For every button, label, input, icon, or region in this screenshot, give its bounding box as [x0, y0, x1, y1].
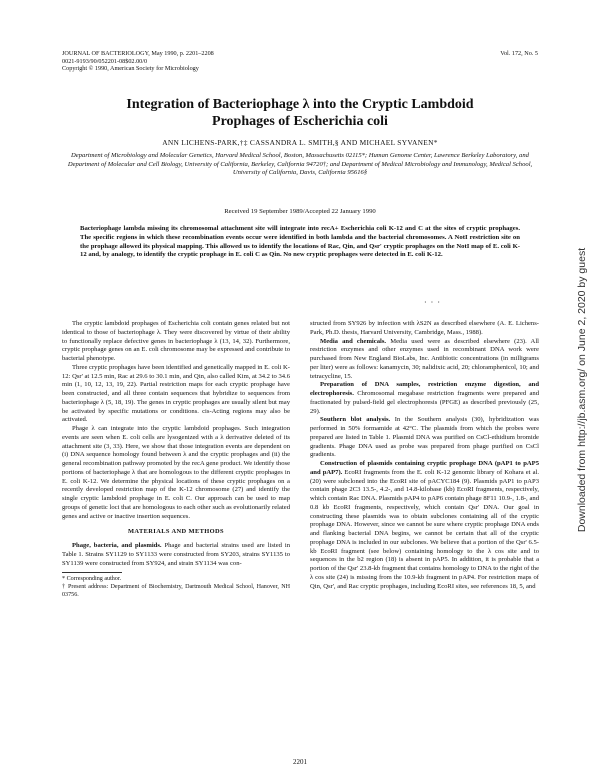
continued-paragraph: structed from SY926 by infection with λS2N as described elsewhere (A. E. Lichens-Park, Ph.D. thesis, Harvard University, Cambridge, Mass., 1988).	[310, 320, 539, 336]
title-line-2: Prophages of Escherichia coli	[212, 114, 388, 129]
section-heading-methods: MATERIALS AND METHODS	[128, 528, 224, 536]
methods-paragraph-plasmids: Construction of plasmids containing cryptic prophage DNA (pAP1 to pAP5 and pAP7). EcoRI fragments from the E. coli K-12 genomic library of Kohara et al. (20) were subcloned into the EcoRI site of pACYC184 (9). Plasmids pAP1 to pAP3 contain phage 2C3 13.5-, 4.2-, and 14.8-kilobase (kb) EcoRI fragments, respectively, which contain Rac DNA. Plasmids pAP4 to pAP6 contain phage 8F11 10.9-, 1.8-, and 0.8 kb EcoRI fragments, respectively, which contain Qsr' DNA. Our goal in constructing these plasmids was to obtain subclones containing all of the cryptic prophage DNA. However, since we cannot be sure where cryptic prophage DNA ends and flanking bacterial DNA begins, we cannot be certain that all of the cryptic prophage DNA is included in our subclones. We believe that a portion of the Qsr' 6.5-kb EcoRI fragment (see below) containing homology to the λ cos site and to sequences in the b2 region (18) is absent in pAP5. In addition, it is probable that a portion of the Qsr' 23.8-kb fragment that contains homology to DNA to the right of the λ cos site (24) is missing from the 10.9-kb fragment in pAP4. For restriction maps of Qin, Qsr', and Rac cryptic prophages, including EcoRI sites, see references 18, 5, and	[310, 460, 540, 590]
run-in-heading: Construction of plasmids containing cryptic prophage DNA (pAP1 to pAP5 and pAP7).	[310, 460, 539, 476]
article-title	[60, 96, 540, 130]
authors: ANN LICHENS-PARK,†‡ CASSANDRA L. SMITH,§ AND MICHAEL SYVANEN*	[162, 138, 438, 147]
footnote-corresponding: * Corresponding author.	[62, 576, 122, 583]
section-divider-dots: · · ·	[424, 298, 441, 307]
right-column	[310, 320, 539, 591]
methods-paragraph-dna: Preparation of DNA samples, restriction enzyme digestion, and electrophoresis. Chromosomal megabase restriction fragments were prepared and fractionated by pulsed-field gel electrophoresis (PFGE) as described previously (25, 29).	[310, 381, 539, 415]
run-in-heading: Southern blot analysis.	[320, 416, 391, 424]
methods-paragraph-media: Media and chemicals. Media used were as described elsewhere (23). All restriction enzymes and other enzymes used in recombinant DNA work were purchased from New England BioLabs, Inc. Antibiotic concentrations (in milligrams per liter) were as follows: kanamycin, 30; nalidixic acid, 20; chloramphenicol, 10; and tetracycline, 15.	[310, 337, 539, 380]
journal-header	[62, 50, 214, 73]
methods-paragraph-phage: Phage, bacteria, and plasmids. Phage and bacterial strains used are listed in Table 1. Strains SY1129 to SY1133 were constructed from SY203, strains SY1135 to SY1139 were constructed from SY924, and strain SY1134 was con-	[62, 542, 290, 567]
left-column	[62, 320, 290, 600]
title-line-1: Integration of Bacteriophage λ into the Cryptic Lambdoid	[126, 97, 474, 112]
intro-paragraph-1: The cryptic lambdoid prophages of Escherichia coli contain genes related but not identical to those of bacteriophage λ. They were discovered by virtue of their ability to functionally replace defective genes in bacteriophage λ (13, 14, 32). Furthermore, cryptic prophage genes on an E. coli chromosome may be expressed and contribute to bacterial phenotype.	[62, 320, 290, 362]
intro-paragraph-2: Three cryptic prophages have been identified and genetically mapped in E. coli K-12: Qsr' at 12.5 min, Rac at 29.6 to 30.1 min, and Qin, also called Kim, at 34.2 to 34.6 min (1, 10, 12, 13, 19, 22). Partial restriction maps for each cryptic prophage have been constructed, and all three contain sequences that hybridize to sequences from bacteriophage λ (5, 18, 19). The genes in cryptic prophages are usually silent but may be activated by specific mutations or conditions. cis-Acting regions may also be activated.	[62, 363, 290, 424]
journal-line: JOURNAL OF BACTERIOLOGY, May 1990, p. 2201–2208	[62, 50, 214, 57]
methods-paragraph-southern: Southern blot analysis. In the Southern analysis (30), hybridization was performed in 50% formamide at 42°C. The plasmids from which the probes were prepared are listed in Table 1. Plasmid DNA was purified on CsCl-ethidium bromide gradients. Phage DNA used as probe was prepared from phage purified on CsCl gradients.	[310, 416, 539, 459]
volume-label: Vol. 172, No. 5	[500, 50, 538, 57]
received-dates: Received 19 September 1989/Accepted 22 January 1990	[224, 208, 376, 215]
download-notice	[571, 30, 593, 750]
footnote-rule	[62, 572, 122, 573]
run-in-heading: Media and chemicals.	[320, 337, 387, 345]
issn-line: 0021-9193/90/052201-08$02.00/0	[62, 57, 148, 65]
page-number: 2201	[293, 758, 307, 766]
footnote-present-address: † Present address: Department of Biochemistry, Dartmouth Medical School, Hanover, NH 03756.	[62, 584, 290, 598]
download-notice-text: Downloaded from http://jb.asm.org/ on June 2, 2020 by guest	[576, 247, 588, 533]
copyright-line: Copyright © 1990, American Society for Microbiology	[62, 65, 199, 73]
intro-paragraph-3: Phage λ can integrate into the cryptic lambdoid prophages. Such integration events are seen when E. coli cells are lysogenized with a λ derivative deleted of its attachment site (3, 33). Here, we show that those integration events are dependent on (i) DNA sequence homology found between λ and the cryptic prophages and (ii) the general recombination pathway promoted by the recA gene product. We identify those portions of bacteriophage λ that are homologous to the different cryptic prophages in E. coli K-12. We determine the physical locations of these cryptic prophages on a recently developed restriction map of the K-12 chromosome (27) and identify the single cryptic lambdoid prophage in E. coli C. Our approach can be used to map groups of genetic loci that are homologous to each other such as evolutionarily related genes and active or inactive insertion sequences.	[62, 425, 290, 520]
run-in-heading: Phage, bacteria, and plasmids.	[72, 542, 162, 549]
abstract: Bacteriophage lambda missing its chromosomal attachment site will integrate into recA+ Escherichia coli K-12 and C at the sites of cryptic prophages. The specific regions in which these recombination events occur were identified in both lambda and the bacterial chromosomes. A NotI restriction site on the prophage allowed its physical mapping. This allowed us to identify the locations of Rac, Qin, and Qsr' cryptic prophages on the NotI map of E. coli K-12 and, by analogy, to identify the cryptic prophage in E. coli C as Qin. No new cryptic prophages were detected in E. coli K-12.	[80, 225, 520, 259]
affiliations: Department of Microbiology and Molecular Genetics, Harvard Medical School, Boston, Massachusetts 02115*; Human Genome Center, Lawrence Berkeley Laboratory, and Department of Molecular and Cell Biology, University of California, Berkeley, California 94720†; and Department of Medical Microbiology and Immunology, Medical School, University of California, Davis, California 95616§	[67, 152, 533, 177]
run-in-heading: Preparation of DNA samples, restriction enzyme digestion, and electrophoresis.	[310, 381, 539, 397]
